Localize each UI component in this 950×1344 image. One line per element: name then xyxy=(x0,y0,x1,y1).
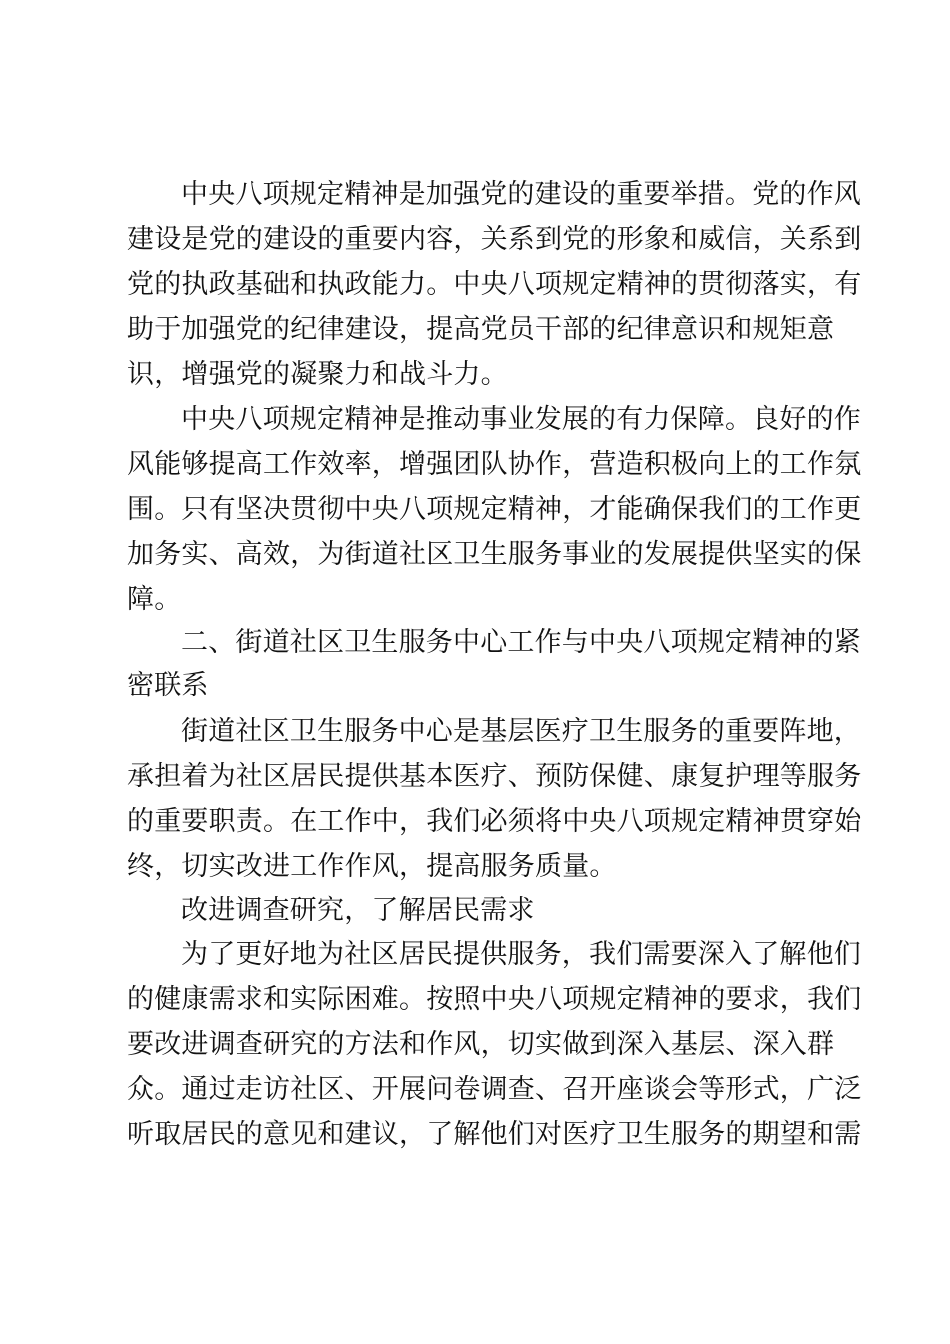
text-line: 中央八项规定精神是加强党的建设的重要举措。党的作风 xyxy=(181,179,861,210)
text-line: 的重要职责。在工作中，我们必须将中央八项规定精神贯穿始 xyxy=(127,806,862,837)
text-line: 识，增强党的凝聚力和战斗力。 xyxy=(127,359,508,390)
text-line: 助于加强党的纪律建设，提高党员干部的纪律意识和规矩意 xyxy=(127,314,835,345)
section-heading: 二、街道社区卫生服务中心工作与中央八项规定精神的紧 xyxy=(181,627,861,658)
text-line: 的健康需求和实际困难。按照中央八项规定精神的要求，我们 xyxy=(127,984,862,1015)
text-line: 街道社区卫生服务中心是基层医疗卫生服务的重要阵地， xyxy=(181,716,861,747)
section-heading: 密联系 xyxy=(127,670,209,701)
text-line: 听取居民的意见和建议，了解他们对医疗卫生服务的期望和需 xyxy=(127,1119,862,1150)
text-line: 要改进调查研究的方法和作风，切实做到深入基层、深入群 xyxy=(127,1029,835,1060)
subheading: 改进调查研究，了解居民需求 xyxy=(181,895,535,926)
text-line: 众。通过走访社区、开展问卷调查、召开座谈会等形式，广泛 xyxy=(127,1074,862,1105)
text-line: 党的执政基础和执政能力。中央八项规定精神的贯彻落实，有 xyxy=(127,269,862,300)
text-line: 加务实、高效，为街道社区卫生服务事业的发展提供坚实的保 xyxy=(127,539,862,570)
text-line: 障。 xyxy=(127,584,182,615)
text-line: 终，切实改进工作作风，提高服务质量。 xyxy=(127,851,617,882)
text-line: 围。只有坚决贯彻中央八项规定精神，才能确保我们的工作更 xyxy=(127,494,862,525)
text-line: 建设是党的建设的重要内容，关系到党的形象和威信，关系到 xyxy=(127,224,862,255)
text-line: 中央八项规定精神是推动事业发展的有力保障。良好的作 xyxy=(181,404,861,435)
text-line: 为了更好地为社区居民提供服务，我们需要深入了解他们 xyxy=(181,939,861,970)
text-line: 承担着为社区居民提供基本医疗、预防保健、康复护理等服务 xyxy=(127,761,862,792)
text-line: 风能够提高工作效率，增强团队协作，营造积极向上的工作氛 xyxy=(127,449,862,480)
